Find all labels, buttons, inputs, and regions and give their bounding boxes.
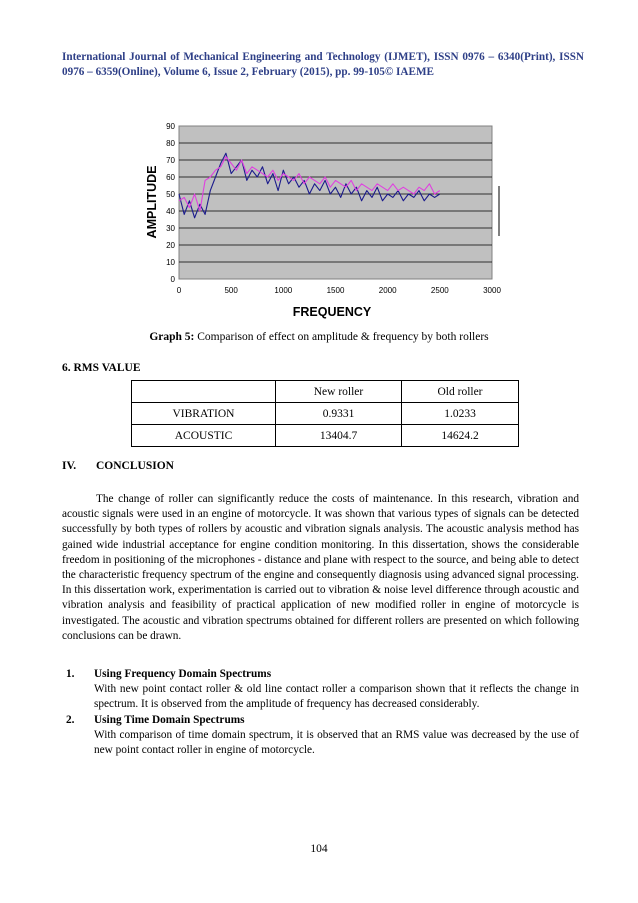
caption-text: Comparison of effect on amplitude & frequency by both rollers <box>194 331 489 343</box>
caption-label: Graph 5: <box>149 331 195 343</box>
conclusion-list <box>62 667 579 758</box>
y-axis-label: AMPLITUDE <box>145 165 159 239</box>
x-tick-label: 2500 <box>430 286 449 295</box>
x-tick-label: 1000 <box>274 286 293 295</box>
x-tick-label: 1500 <box>326 286 345 295</box>
rms-table <box>131 380 519 447</box>
list-item <box>62 713 579 759</box>
list-item <box>62 667 579 713</box>
y-tick-label: 70 <box>166 156 175 165</box>
rms-section-heading: 6. RMS VALUE <box>62 362 141 374</box>
list-item-title: Using Time Domain Spectrums <box>94 713 245 726</box>
conclusion-heading <box>62 460 174 472</box>
table-cell: 13404.7 <box>276 425 402 447</box>
table-cell: 14624.2 <box>402 425 519 447</box>
x-tick-label: 0 <box>176 286 182 295</box>
x-tick-label: 3000 <box>483 286 501 295</box>
list-item-text: With new point contact roller & old line contact roller a comparison shown that it reflects the change in spectrum. It is observed from the amplitude of frequency has decreased considerably. <box>94 683 579 711</box>
journal-header: International Journal of Mechanical Engineering and Technology (IJMET), ISSN 0976 – 6340(Print), ISSN 0976 – 6359(Online), Volume 6, Issue 2, February (2015), pp. 99-105© IAEME <box>62 51 584 78</box>
x-axis-label: FREQUENCY <box>292 305 372 319</box>
table-header-cell: New roller <box>276 381 402 403</box>
table-cell: VIBRATION <box>132 403 276 425</box>
amplitude-frequency-chart <box>140 116 510 326</box>
list-item-number: 2. <box>66 713 75 726</box>
x-tick-label: 2000 <box>378 286 397 295</box>
table-cell: 0.9331 <box>276 403 402 425</box>
table-cell: 1.0233 <box>402 403 519 425</box>
section-title: CONCLUSION <box>96 460 174 472</box>
y-tick-label: 10 <box>166 258 175 267</box>
table-row <box>132 403 519 425</box>
y-tick-labels <box>166 122 175 284</box>
table-row <box>132 425 519 447</box>
y-tick-label: 60 <box>166 173 175 182</box>
y-tick-label: 80 <box>166 139 175 148</box>
x-tick-labels <box>177 286 502 295</box>
list-item-title: Using Frequency Domain Spectrums <box>94 668 272 680</box>
y-tick-label: 30 <box>166 224 175 233</box>
y-tick-label: 40 <box>166 207 175 216</box>
x-tick-label: 500 <box>224 286 238 295</box>
list-item-number: 1. <box>66 668 75 680</box>
section-number: IV. <box>62 460 77 472</box>
y-tick-label: 20 <box>166 241 175 250</box>
table-cell: ACOUSTIC <box>132 425 276 447</box>
table-header-cell <box>132 381 276 403</box>
conclusion-paragraph: The change of roller can significantly reduce the costs of maintenance. In this research, vibration and acoustic signals were used in an engine of motorcycle. It was shown that various types of signals can be detected successfully by both types of rollers by acoustic and vibration signals analysis. The acoustic analysis method has gained wide industrial acceptance for engine condition monitoring. In this dissertation, shows the considerable freedom in positioning of the microphones - distance and plane with respect to the source, and being able to detect the characteristic frequency spectrum of the engine and consequently diagnosis using advanced signal processing. In this dissertation work, experimentation is carried out to vibration & noise level difference through acoustic and vibration analysis and feasibility of practical application of new modified roller in engine of motorcycle is investigated. The acoustic and vibration spectrums obtained for different rollers are presented on which following conclusions can be drawn. <box>62 493 579 642</box>
y-tick-label: 90 <box>166 122 175 131</box>
y-tick-label: 50 <box>166 190 175 199</box>
graph-caption <box>0 331 638 343</box>
y-tick-label: 0 <box>170 275 175 284</box>
plot-area <box>179 126 492 279</box>
page-number: 104 <box>310 843 328 855</box>
table-header-row <box>132 381 519 403</box>
list-item-text: With comparison of time domain spectrum, it is observed that an RMS value was decreased by the use of new point contact roller in engine of motorcycle. <box>94 728 579 757</box>
table-header-cell: Old roller <box>402 381 519 403</box>
